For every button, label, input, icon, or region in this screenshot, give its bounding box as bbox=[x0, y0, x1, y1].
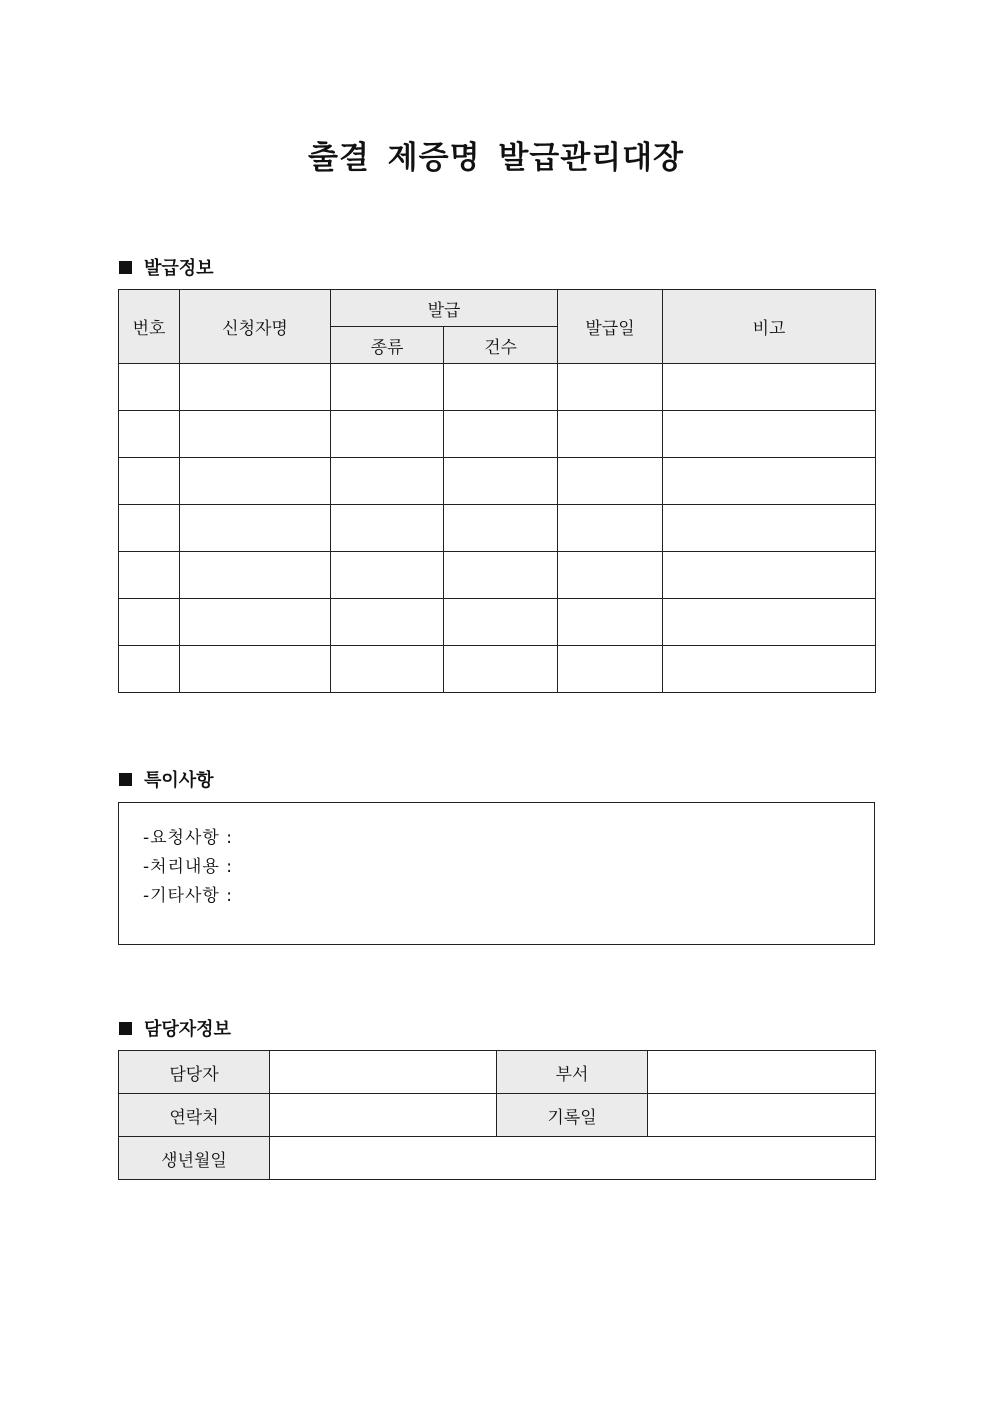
table-cell[interactable] bbox=[444, 552, 558, 599]
page-title: 출결 제증명 발급관리대장 bbox=[308, 140, 684, 176]
table-cell[interactable] bbox=[119, 552, 180, 599]
issue-table bbox=[118, 289, 876, 693]
table-cell[interactable] bbox=[180, 646, 331, 693]
col-header-issuance: 발급 bbox=[331, 290, 558, 327]
table-cell[interactable] bbox=[444, 599, 558, 646]
table-cell[interactable] bbox=[663, 646, 876, 693]
table-cell[interactable] bbox=[558, 552, 663, 599]
table-cell[interactable] bbox=[444, 505, 558, 552]
staff-table bbox=[118, 1050, 876, 1180]
table-cell[interactable] bbox=[444, 646, 558, 693]
table-cell[interactable] bbox=[331, 552, 444, 599]
table-cell[interactable] bbox=[180, 411, 331, 458]
notes-section-heading bbox=[119, 766, 214, 792]
table-cell[interactable] bbox=[331, 364, 444, 411]
table-cell[interactable] bbox=[444, 364, 558, 411]
staff-section-heading bbox=[119, 1015, 231, 1041]
col-header-remarks: 비고 bbox=[663, 290, 876, 364]
table-cell[interactable] bbox=[331, 505, 444, 552]
table-cell[interactable] bbox=[663, 411, 876, 458]
note-other: -기타사항 : bbox=[143, 886, 233, 906]
issue-section-heading-label: 발급정보 bbox=[144, 258, 214, 279]
table-row bbox=[119, 646, 876, 693]
table-cell[interactable] bbox=[558, 599, 663, 646]
table-row bbox=[119, 364, 876, 411]
table-cell[interactable] bbox=[663, 505, 876, 552]
table-cell[interactable] bbox=[331, 458, 444, 505]
table-cell[interactable] bbox=[663, 552, 876, 599]
table-cell[interactable] bbox=[119, 411, 180, 458]
label-contact: 연락처 bbox=[119, 1094, 270, 1137]
table-cell[interactable] bbox=[180, 552, 331, 599]
table-cell[interactable] bbox=[558, 364, 663, 411]
col-header-type: 종류 bbox=[331, 327, 444, 364]
table-cell[interactable] bbox=[558, 646, 663, 693]
table-row bbox=[119, 505, 876, 552]
table-cell[interactable] bbox=[663, 364, 876, 411]
square-bullet-icon bbox=[119, 773, 132, 786]
person-field[interactable] bbox=[270, 1051, 497, 1094]
notes-section-heading-label: 특이사항 bbox=[144, 770, 214, 791]
table-cell[interactable] bbox=[444, 458, 558, 505]
table-cell[interactable] bbox=[180, 458, 331, 505]
staff-section-heading-label: 담당자정보 bbox=[144, 1019, 231, 1040]
table-cell[interactable] bbox=[119, 364, 180, 411]
table-cell[interactable] bbox=[119, 458, 180, 505]
label-record-date: 기록일 bbox=[497, 1094, 648, 1137]
record-date-field[interactable] bbox=[648, 1094, 876, 1137]
contact-field[interactable] bbox=[270, 1094, 497, 1137]
table-cell[interactable] bbox=[331, 646, 444, 693]
table-cell[interactable] bbox=[558, 505, 663, 552]
note-processing: -처리내용 : bbox=[143, 857, 233, 877]
col-header-number: 번호 bbox=[119, 290, 180, 364]
table-cell[interactable] bbox=[119, 646, 180, 693]
square-bullet-icon bbox=[119, 261, 132, 274]
issue-section-heading bbox=[119, 254, 214, 280]
table-row bbox=[119, 411, 876, 458]
table-row bbox=[119, 1051, 876, 1094]
table-cell[interactable] bbox=[663, 458, 876, 505]
table-row bbox=[119, 1137, 876, 1180]
table-cell[interactable] bbox=[331, 411, 444, 458]
table-row bbox=[119, 552, 876, 599]
table-row bbox=[119, 599, 876, 646]
table-row bbox=[119, 1094, 876, 1137]
note-request: -요청사항 : bbox=[143, 828, 233, 848]
col-header-count: 건수 bbox=[444, 327, 558, 364]
table-cell[interactable] bbox=[119, 599, 180, 646]
table-cell[interactable] bbox=[180, 505, 331, 552]
table-row bbox=[119, 458, 876, 505]
table-cell[interactable] bbox=[331, 599, 444, 646]
table-cell[interactable] bbox=[119, 505, 180, 552]
square-bullet-icon bbox=[119, 1022, 132, 1035]
col-header-issue-date: 발급일 bbox=[558, 290, 663, 364]
label-department: 부서 bbox=[497, 1051, 648, 1094]
table-cell[interactable] bbox=[180, 364, 331, 411]
label-birth-date: 생년월일 bbox=[119, 1137, 270, 1180]
department-field[interactable] bbox=[648, 1051, 876, 1094]
birth-date-field[interactable] bbox=[270, 1137, 876, 1180]
table-cell[interactable] bbox=[180, 599, 331, 646]
table-cell[interactable] bbox=[444, 411, 558, 458]
label-person: 담당자 bbox=[119, 1051, 270, 1094]
notes-box[interactable] bbox=[118, 802, 875, 945]
table-cell[interactable] bbox=[558, 411, 663, 458]
table-cell[interactable] bbox=[663, 599, 876, 646]
table-cell[interactable] bbox=[558, 458, 663, 505]
col-header-applicant: 신청자명 bbox=[180, 290, 331, 364]
